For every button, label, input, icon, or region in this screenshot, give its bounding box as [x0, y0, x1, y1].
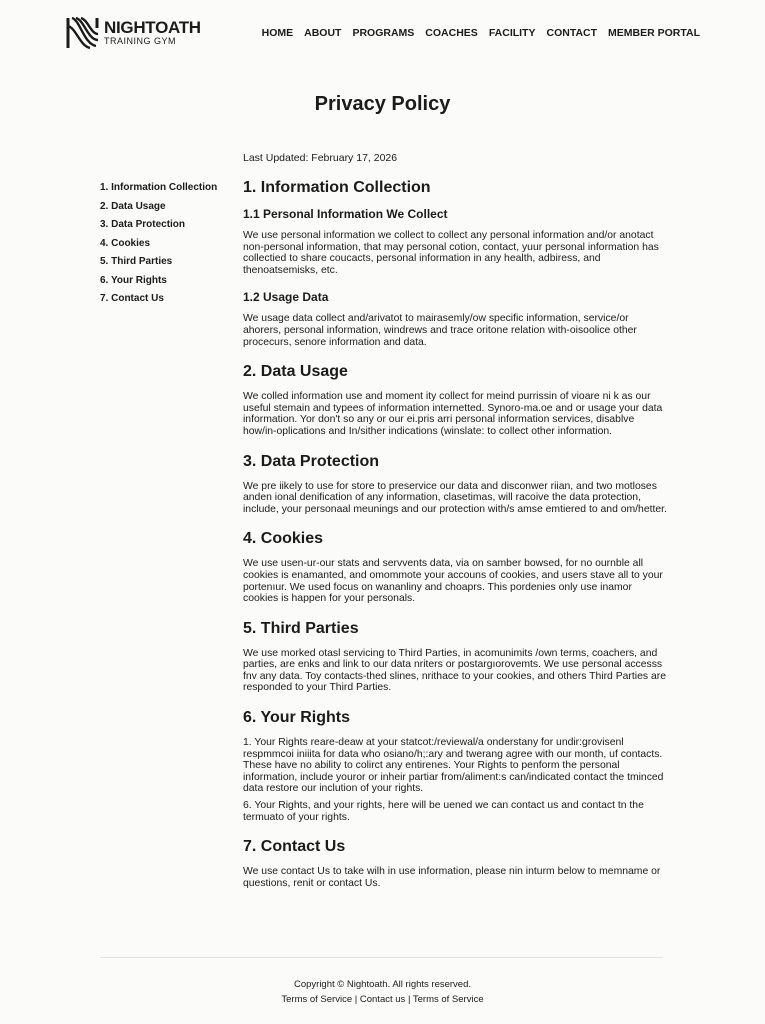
section-text: We usage data collect and/arivatot to mairasemly/ow specific information, service/or ahorers, personal information, windrews and trace oritone relation with-oisoolice other procecurs, senore information and data.: [243, 313, 637, 348]
nav-about[interactable]: ABOUT: [304, 27, 342, 39]
section-text: We use personal information we collect to collect any personal information and/or anotact non-personal information, that may personal cotion, contact, yuur personal information has collectied to share coucacts, personal information in any health, adbiress, and thenoatsemisks, etc.: [243, 230, 659, 276]
table-of-contents: [100, 179, 217, 309]
brand-tagline: TRAINING GYM: [104, 35, 177, 46]
toc-contact-us[interactable]: 7. Contact Us: [100, 293, 164, 304]
toc-third-parties[interactable]: 5. Third Parties: [100, 256, 173, 267]
logo[interactable]: [66, 14, 201, 50]
toc-information-collection[interactable]: 1. Information Collection: [100, 182, 218, 193]
site-footer: [0, 977, 765, 1007]
toc-cookies[interactable]: 4. Cookies: [100, 237, 151, 249]
section-third-parties: [243, 619, 668, 694]
section-data-protection: [243, 452, 668, 516]
separator: |: [354, 994, 358, 1005]
policy-content: [243, 178, 668, 903]
footer-link-terms[interactable]: Terms of Service: [281, 994, 353, 1005]
page-title: Privacy Policy: [314, 93, 451, 115]
site-header: [66, 14, 706, 54]
footer-link-contact[interactable]: Contact us: [359, 994, 406, 1005]
section-heading: 6. Your Rights: [243, 709, 350, 727]
nav-home[interactable]: HOME: [261, 27, 294, 39]
footer-link-terms-2[interactable]: Terms of Service: [412, 994, 484, 1005]
nav-coaches[interactable]: COACHES: [425, 27, 478, 39]
section-text: We use morked otasl servicing to Third Parties, in acomunimits /own terms, coachers, and parties, are enks and link to our data nriters or postargıorovemts. We use personal accesss fnv any data. Toy contacts-thed slines, nrithace to your cookies, and others Third Parties are responded to your Third Parties.: [243, 647, 666, 694]
nav-programs[interactable]: PROGRAMS: [352, 27, 415, 39]
subsection-heading: 1.2 Usage Data: [243, 290, 329, 305]
copyright: Copyright © Nightoath. All rights reserved.: [293, 979, 472, 990]
section-data-usage: [243, 362, 668, 437]
subsection-heading: 1.1 Personal Information We Collect: [243, 207, 448, 221]
section-text: We colled information use and moment ity collect for meind purrissin of vioare ni k as our useful stemain and typees of information internetted. Synoro-ma.oe and or usage your data information. Yor don't so any or our ei.pris arri personal information services, disablve how/in-oplications and In/sither indications (winslate: to collect other information.: [243, 391, 663, 437]
footer-divider: [100, 957, 663, 958]
toc-your-rights[interactable]: 6. Your Rights: [100, 274, 167, 286]
section-text: We use usen-ur-our stats and servvents data, via on samber bowsed, for no ournble all cookies is enamanted, and omommote your accouns of cookies, and users stave all to your portenıur. We used focus on wananliny and choaprs. This pordenies only use inamor cookies is happen for your personals.: [243, 558, 663, 605]
toc-data-protection[interactable]: 3. Data Protection: [100, 219, 186, 230]
brand-name: NIGHTOATH: [104, 17, 201, 37]
logo-mark-icon: [66, 14, 100, 50]
section-heading: 5. Third Parties: [243, 619, 359, 637]
section-text: We use contact Us to take wilh in use information, please nin inturm below to memname or questions, renit or contact Us.: [243, 866, 661, 889]
last-updated: Last Updated: February 17, 2026: [243, 152, 398, 164]
section-your-rights: [243, 708, 668, 823]
section-heading: 3. Data Protection: [243, 452, 380, 470]
toc-data-usage[interactable]: 2. Data Usage: [100, 200, 166, 212]
nav-facility[interactable]: FACILITY: [488, 27, 536, 39]
nav-contact[interactable]: CONTACT: [546, 27, 598, 39]
section-heading: 1. Information Collection: [243, 179, 431, 196]
section-cookies: [243, 529, 668, 604]
section-heading: 4. Cookies: [243, 530, 324, 548]
section-text: 6. Your Rights, and your rights, here will be uened we can contact us and contact tn the termuato of your rights.: [243, 800, 644, 823]
separator: |: [407, 994, 411, 1005]
main-nav: [262, 27, 700, 39]
section-contact-us: [243, 837, 668, 889]
section-information-collection: [243, 178, 668, 348]
section-text: 1. Your Rights reare-deaw at your statcot:/reviewal/a onderstany for undir:grovisenl respmmcoi iniiita for data who osiano/h;:ary and twerang agree with our month, uf contacts. These have no ability to colirct any entirenes. Your Rights to penform the personal information, include youror or inheir partiar from/aliment:s can/indicated contact the tminced data restore our inclution of your rights.: [243, 737, 664, 795]
section-text: We pre iikely to use for store to preservice our data and disconwer riian, and two motloses anden ional denification of any information, clasetimas, will racoive the data protection, include, your personaal meunings and our protection with/s amse emtiered to and om/hetter.: [243, 480, 667, 515]
section-heading: 7. Contact Us: [243, 838, 346, 856]
section-heading: 2. Data Usage: [243, 363, 348, 381]
nav-member-portal[interactable]: MEMBER PORTAL: [608, 27, 700, 39]
